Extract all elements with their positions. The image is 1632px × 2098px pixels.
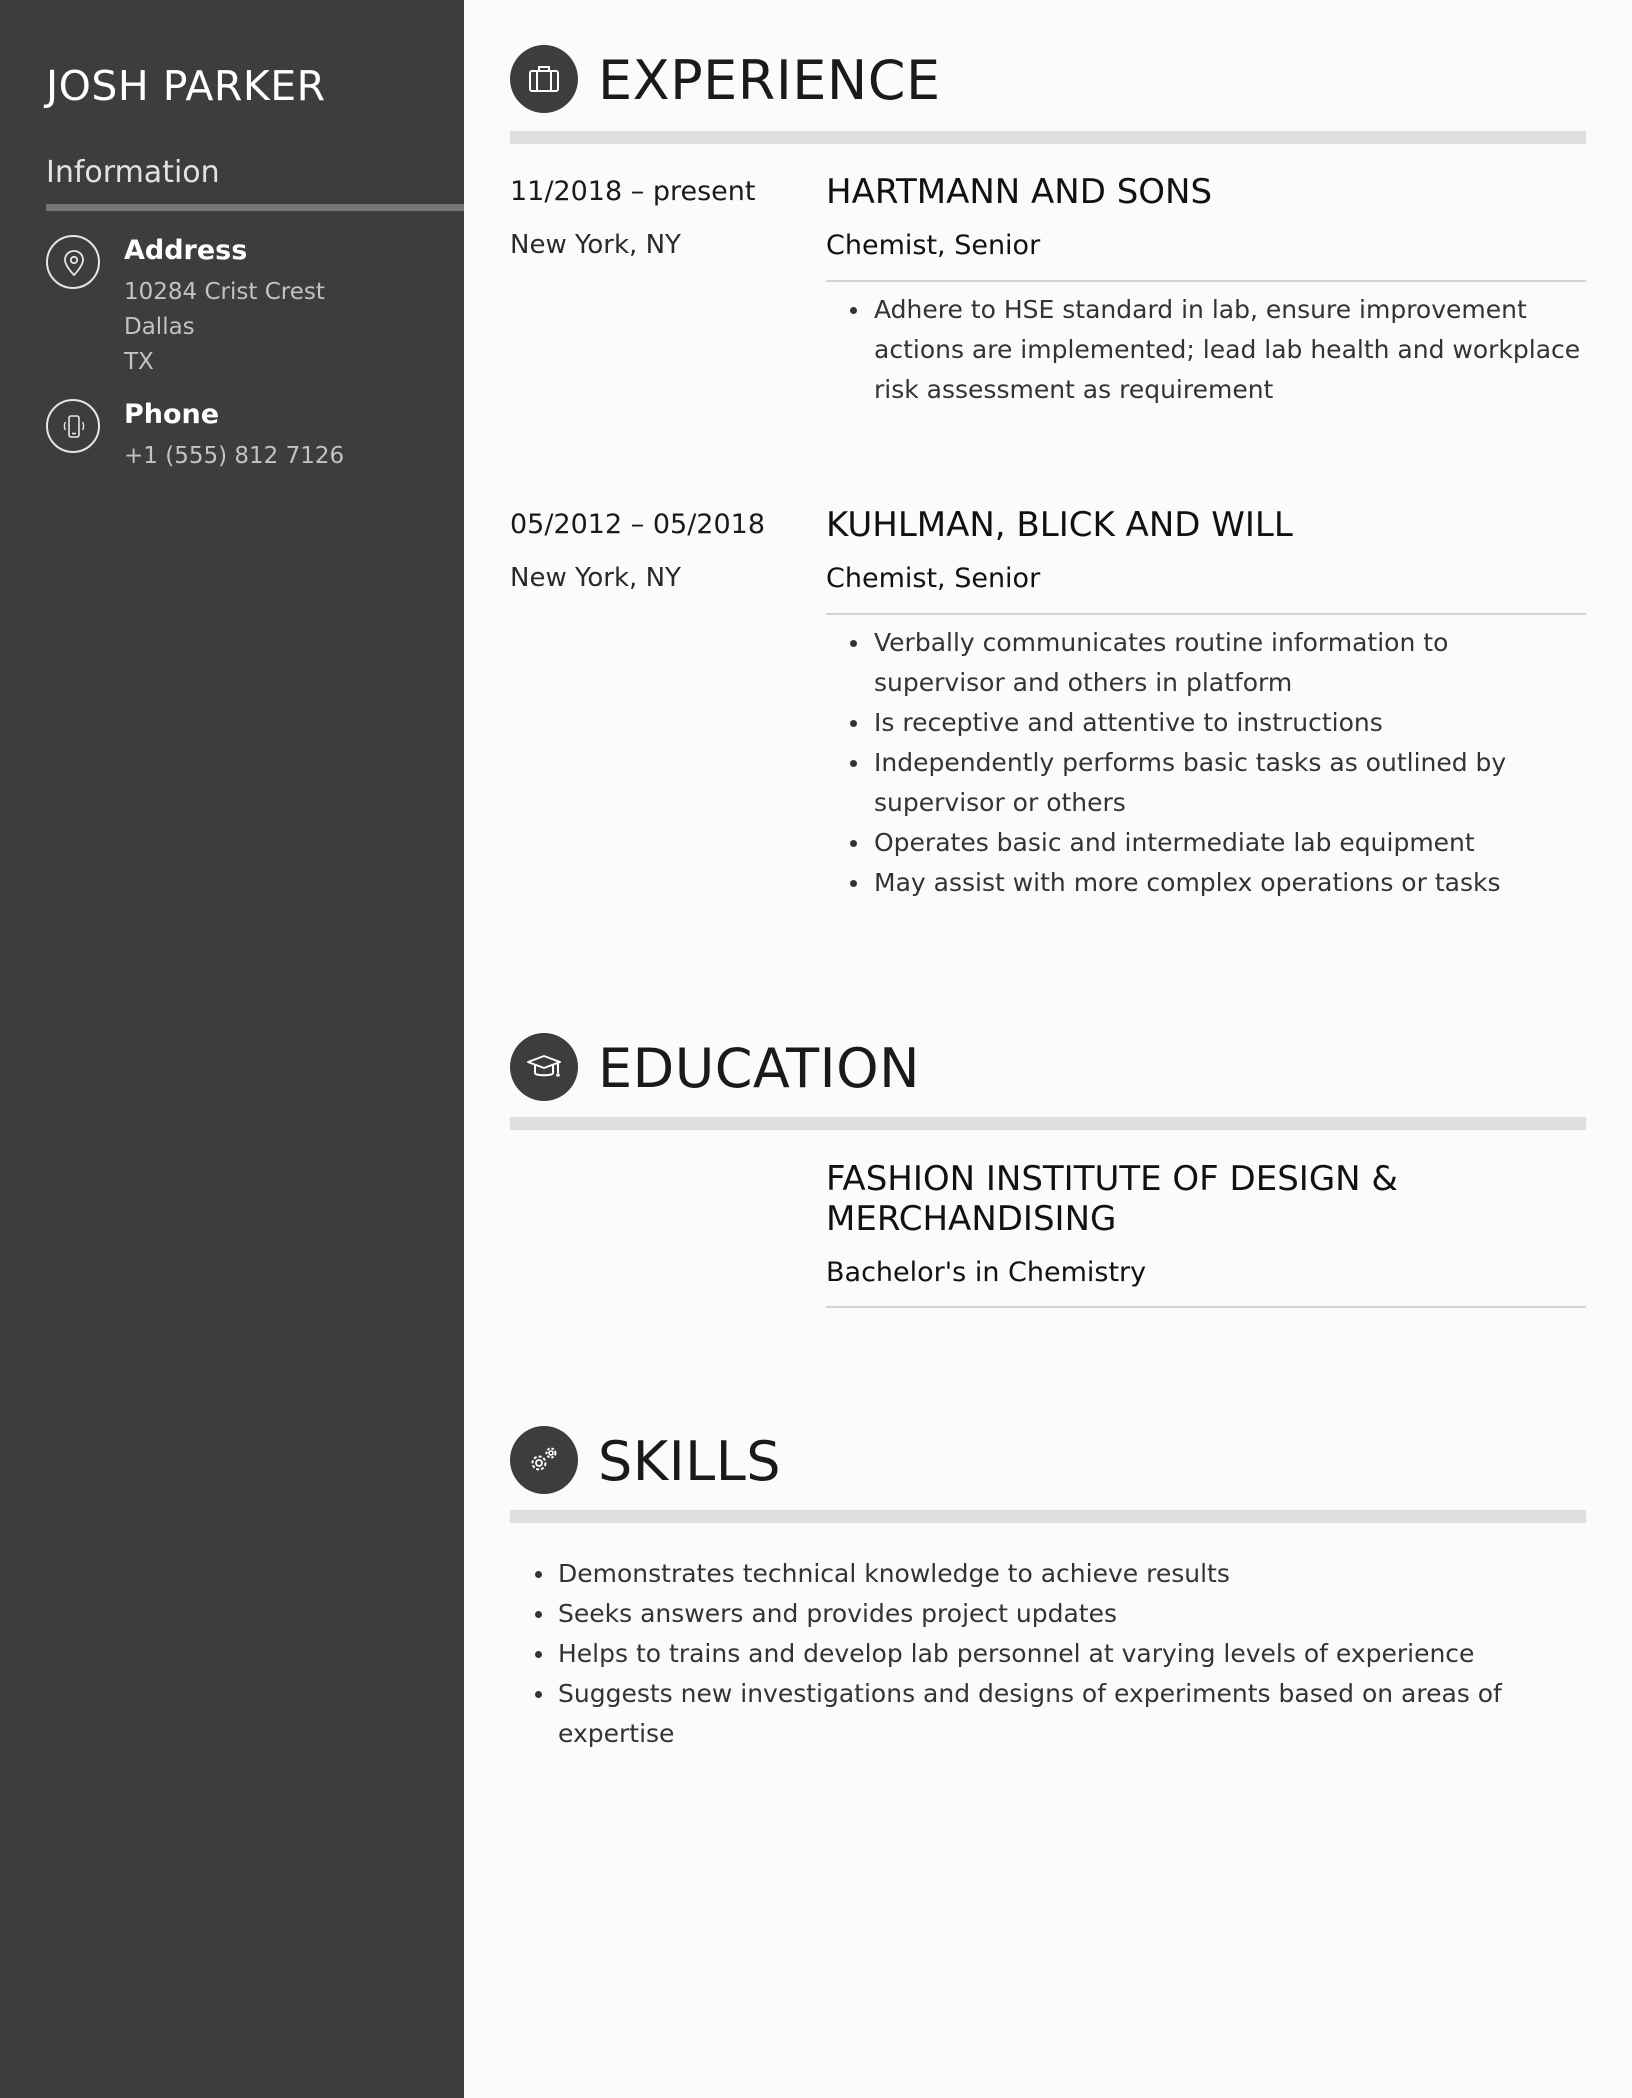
education-divider <box>510 1117 1586 1130</box>
location-pin-icon <box>46 235 100 289</box>
list-item: May assist with more complex operations or tasks <box>826 863 1586 903</box>
entry-bullets <box>826 290 1586 410</box>
entry-role: Chemist, Senior <box>826 563 1041 594</box>
entry-company: HARTMANN AND SONS <box>826 172 1213 212</box>
list-item: Seeks answers and provides project updates <box>510 1594 1586 1634</box>
address-line-street: 10284 Crist Crest <box>124 279 325 305</box>
list-item: Independently performs basic tasks as outlined by supervisor or others <box>826 743 1586 823</box>
address-line-state: TX <box>124 349 154 375</box>
phone-label: Phone <box>124 399 220 430</box>
skills-title: SKILLS <box>598 1430 782 1493</box>
education-title: EDUCATION <box>598 1037 920 1100</box>
entry-date: 05/2012 – 05/2018 <box>510 509 765 540</box>
entry-divider <box>826 280 1586 282</box>
graduation-cap-icon <box>510 1033 578 1101</box>
address-line-city: Dallas <box>124 314 195 340</box>
address-lines <box>124 275 325 380</box>
experience-divider <box>510 131 1586 144</box>
list-item: Helps to trains and develop lab personnel at varying levels of experience <box>510 1634 1586 1674</box>
entry-divider <box>826 1306 1586 1308</box>
skills-divider <box>510 1510 1586 1523</box>
entry-degree: Bachelor's in Chemistry <box>826 1257 1147 1288</box>
briefcase-icon <box>510 45 578 113</box>
list-item: Is receptive and attentive to instructions <box>826 703 1586 743</box>
information-heading: Information <box>46 155 220 190</box>
entry-school: FASHION INSTITUTE OF DESIGN & MERCHANDISING <box>826 1159 1398 1239</box>
phone-icon <box>46 399 100 453</box>
entry-company: KUHLMAN, BLICK AND WILL <box>826 505 1293 545</box>
gears-icon <box>510 1426 578 1494</box>
address-label: Address <box>124 235 248 266</box>
entry-role: Chemist, Senior <box>826 230 1041 261</box>
skills-list <box>510 1554 1586 1754</box>
entry-divider <box>826 613 1586 615</box>
list-item: Suggests new investigations and designs of experiments based on areas of expertise <box>510 1674 1586 1754</box>
entry-bullets <box>826 623 1586 903</box>
entry-location: New York, NY <box>510 563 681 593</box>
sidebar <box>0 0 464 2098</box>
candidate-name: JOSH PARKER <box>46 62 326 110</box>
experience-title: EXPERIENCE <box>598 49 941 112</box>
list-item: Demonstrates technical knowledge to achieve results <box>510 1554 1586 1594</box>
phone-number: +1 (555) 812 7126 <box>124 443 345 469</box>
list-item: Operates basic and intermediate lab equipment <box>826 823 1586 863</box>
list-item: Adhere to HSE standard in lab, ensure improvement actions are implemented; lead lab health and workplace risk assessment as requirement <box>826 290 1586 410</box>
entry-date: 11/2018 – present <box>510 176 756 207</box>
information-divider <box>46 204 464 211</box>
entry-location: New York, NY <box>510 230 681 260</box>
list-item: Verbally communicates routine information to supervisor and others in platform <box>826 623 1586 703</box>
